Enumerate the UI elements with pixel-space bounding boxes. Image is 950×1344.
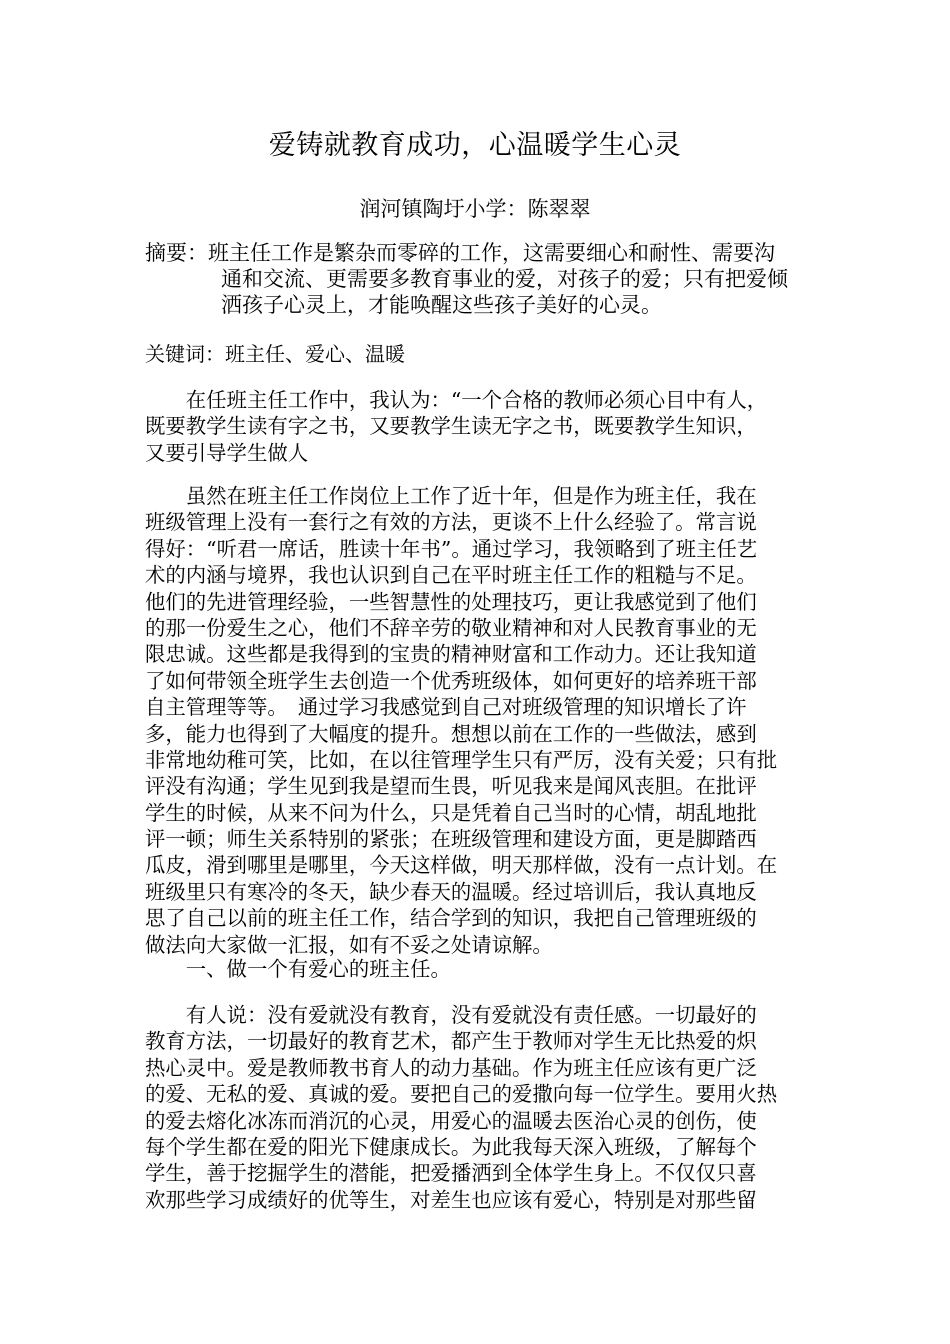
- abstract-line: 通和交流、更需要多教育事业的爱，对孩子的爱；只有把爱倾: [221, 267, 788, 291]
- paragraph-line: 得好：“听君一席话，胜读十年书”。通过学习，我领略到了班主任艺: [145, 536, 758, 561]
- abstract: [145, 240, 825, 318]
- paragraph-line: 的爱去熔化冰冻而消沉的心灵，用爱心的温暖去医治心灵的创伤，使: [145, 1108, 757, 1133]
- paragraph-line: 做法向大家做一汇报，如有不妥之处请谅解。: [145, 932, 553, 957]
- paragraph-line: 评没有沟通；学生见到我是望而生畏，听见我来是闻风丧胆。在批评: [145, 774, 757, 799]
- document-title: 爱铸就教育成功，心温暖学生心灵: [268, 130, 682, 161]
- paragraph-line: 教育方法，一切最好的教育艺术，都产生于教师对学生无比热爱的炽: [145, 1029, 757, 1054]
- abstract-line: 摘要：班主任工作是繁杂而零碎的工作，这需要细心和耐性、需要沟: [145, 241, 775, 265]
- paragraph-line: 了如何带领全班学生去创造一个优秀班级体，如何更好的培养班干部: [145, 668, 757, 693]
- paragraph-line: 多，能力也得到了大幅度的提升。想想以前在工作的一些做法，感到: [145, 721, 757, 746]
- paragraph-line: 班级管理上没有一套行之有效的方法，更谈不上什么经验了。常言说: [145, 510, 757, 535]
- paragraph-line: 的那一份爱生之心，他们不辞辛劳的敬业精神和对人民教育事业的无: [145, 615, 757, 640]
- paragraph-line: 瓜皮，滑到哪里是哪里，今天这样做，明天那样做，没有一点计划。在: [145, 853, 778, 878]
- abstract-line: 洒孩子心灵上，才能唤醒这些孩子美好的心灵。: [221, 293, 662, 317]
- section-heading-text: 一、做一个有爱心的班主任。: [145, 957, 451, 981]
- paragraph-line: 每个学生都在爱的阳光下健康成长。为此我每天深入班级，了解每个: [145, 1134, 757, 1159]
- paragraph-line: 思了自己以前的班主任工作，结合学到的知识，我把自己管理班级的: [145, 906, 757, 931]
- paragraph: [145, 483, 810, 958]
- paragraph-line: 评一顿；师生关系特别的紧张；在班级管理和建设方面，更是脚踏西: [145, 827, 757, 852]
- paragraph-line: 有人说：没有爱就没有教育，没有爱就没有责任感。一切最好的: [145, 1003, 757, 1027]
- paragraph-line: 非常地幼稚可笑，比如，在以往管理学生只有严厉，没有关爱；只有批: [145, 747, 778, 772]
- paragraph-line: 限忠诚。这些都是我得到的宝贵的精神财富和工作动力。还让我知道: [145, 642, 757, 667]
- paragraph-line: 在任班主任工作中，我认为：“一个合格的教师必须心目中有人，: [145, 388, 768, 412]
- paragraph-line: 班级里只有寒冷的冬天，缺少春天的温暖。经过培训后，我认真地反: [145, 879, 757, 904]
- paragraph-line: 学生的时候，从来不问为什么，只是凭着自己当时的心情，胡乱地批: [145, 800, 757, 825]
- paragraph-line: 热心灵中。爱是教师教书育人的动力基础。作为班主任应该有更广泛: [145, 1055, 757, 1080]
- keywords: 关键词：班主任、爱心、温暖: [145, 342, 405, 366]
- paragraph-line: 虽然在班主任工作岗位上工作了近十年，但是作为班主任，我在: [145, 484, 757, 508]
- paragraph-line: 又要引导学生做人: [145, 440, 309, 465]
- paragraph-line: 既要教学生读有字之书，又要教学生读无字之书，既要教学生知识，: [145, 414, 757, 439]
- paragraph-line: 学生，善于挖掘学生的潜能，把爱播洒到全体学生身上。不仅仅只喜: [145, 1161, 757, 1186]
- paragraph-line: 欢那些学习成绩好的优等生，对差生也应该有爱心，特别是对那些留: [145, 1187, 757, 1212]
- paragraph-line: 的爱、无私的爱、真诚的爱。要把自己的爱撒向每一位学生。要用火热: [145, 1082, 778, 1107]
- paragraph-line: 术的内涵与境界，我也认识到自己在平时班主任工作的粗糙与不足。: [145, 563, 757, 588]
- paragraph-line: 他们的先进管理经验，一些智慧性的处理技巧，更让我感觉到了他们: [145, 589, 757, 614]
- paragraph-line: 自主管理等等。 通过学习我感觉到自己对班级管理的知识增长了许: [145, 695, 747, 720]
- section-heading: [145, 956, 810, 982]
- author-line: 润河镇陶圩小学：陈翠翠: [359, 197, 591, 221]
- paragraph: [145, 387, 810, 466]
- paragraph: [145, 1002, 810, 1213]
